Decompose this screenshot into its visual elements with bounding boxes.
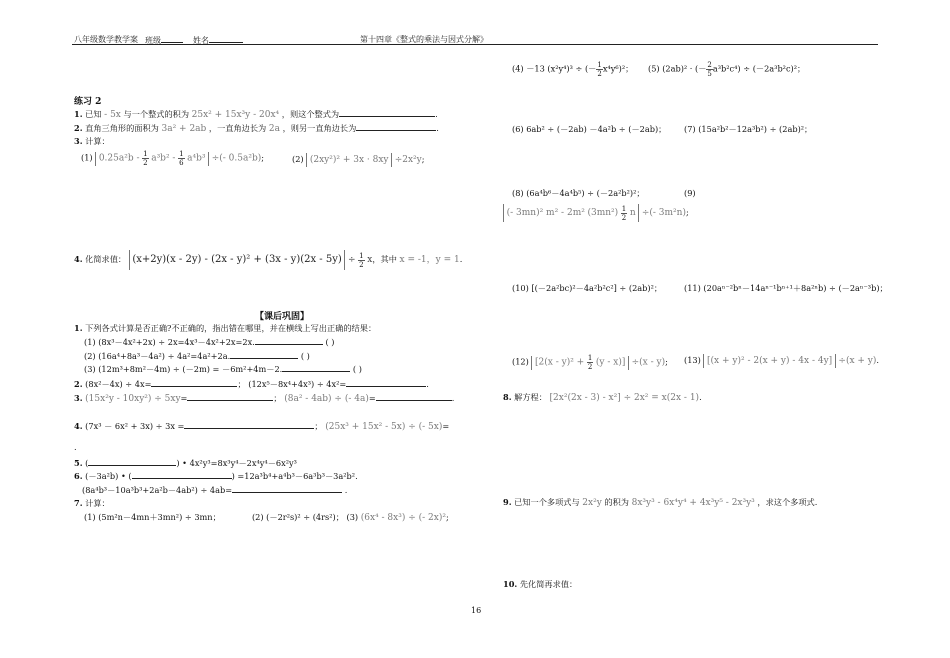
bracket-right xyxy=(391,153,392,167)
r1-1-judge[interactable]: ( ) xyxy=(325,337,335,347)
name-blank[interactable] xyxy=(209,34,243,43)
r4-a-blank[interactable] xyxy=(184,420,314,429)
review-1: 1. 下列各式计算是否正确?不正确的，指出错在哪里，并在横线上写出正确的结果： xyxy=(74,323,377,333)
right-q9-label: (9) xyxy=(684,188,696,198)
r1-2-blank[interactable] xyxy=(230,350,298,359)
q2-answer-blank[interactable] xyxy=(356,122,436,131)
header-rule xyxy=(72,44,878,45)
question-3-2: (2) (2xy²)² + 3x · 8xy ÷2x²y; xyxy=(292,154,425,165)
problem-9: 9. 已知一个多项式与 2x²y 的积为 8x³y³ - 6x⁴y⁴ + 4x³y⁵ - 2x³y³ ，求这个多项式. xyxy=(503,497,818,508)
question-4: 4. 化简求值： (x+2y)(x - 2y) - (2x - y)² + (3x - y)(2x - 5y) ÷ $\frac{1}{2}$ x，其中 x = -1，y = 1. xyxy=(74,251,463,269)
review-6-b: (8a⁴b³－10a³b³+2a²b－4ab²) ÷ 4ab= . xyxy=(82,485,348,495)
bracket-left xyxy=(531,356,532,370)
q2-math-b: 2a xyxy=(268,124,280,134)
right-q7: (7) (15a²b²－12a³b²) ÷ (2ab)²； xyxy=(684,124,813,134)
practice-title: 练习 2 xyxy=(74,97,102,107)
review-2: 2. (8x²－4x) ÷ 4x= ； (12x⁵－8x⁴+4x³) ÷ 4x²= . xyxy=(74,379,429,389)
right-q6: (6) 6ab² ÷ (－2ab) －4a²b ÷ (－2ab)； xyxy=(512,124,667,134)
bracket-right xyxy=(835,354,836,368)
r6-c-blank[interactable] xyxy=(232,484,342,493)
r2-a-blank[interactable] xyxy=(151,378,237,387)
review-6: 6. (－3a²b) • ( ) =12a³b⁴+a⁴b³－6a³b³－3a²b². xyxy=(74,471,358,481)
header-chapter: 第十四章《整式的乘法与因式分解》 xyxy=(360,35,488,44)
fraction: $\frac{1}{2}$ xyxy=(143,150,148,167)
review-7: 7. 计算： xyxy=(74,498,110,508)
fraction: $\frac{2}{5}$ xyxy=(707,61,712,78)
fraction: $\frac{1}{2}$ xyxy=(597,61,602,78)
question-3-1: (1) 0.25a²b - $\frac{1}{2} a^3b^2$ - $\frac{1}{6} a^4b^3$ ÷(- 0.5a²b); xyxy=(81,150,264,167)
q1-math-a: - 5x xyxy=(104,110,121,120)
right-q9: (- 3mn)² m² - 2m² (3mn²) $\frac{1}{2}$ n ÷(- 3m²n); xyxy=(503,204,689,222)
r3-b-blank[interactable] xyxy=(376,392,452,401)
bracket-right xyxy=(208,152,209,166)
review-4: 4. (7x³ － 6x² + 3x) ÷ 3x = ； (25x³ + 15x² - 5x) ÷ (- 5x)= xyxy=(74,421,450,432)
fraction: $\frac{1}{2}$ xyxy=(359,251,364,269)
review-5: 5. ( ) • 4x²y³=8x³y⁴－2x⁴y⁴－6x²y³ xyxy=(74,458,297,468)
r5-blank[interactable] xyxy=(88,457,176,466)
review-3: 3. (15x²y - 10xy²) ÷ 5xy= ； (8a² - 4ab) ÷ (- 4a)= . xyxy=(74,393,455,404)
q2-math-a: 3a² + 2ab xyxy=(161,124,207,134)
review-title: 【课后巩固】 xyxy=(255,312,310,322)
right-q13: (13) [(x + y)² - 2(x + y) - 4x - 4y] ÷(x + y). xyxy=(684,355,880,366)
bracket-left xyxy=(129,250,130,270)
r3-a-blank[interactable] xyxy=(187,392,273,401)
q1-math-b: 25x² + 15x³y - 20x⁴ xyxy=(191,110,280,120)
review-4-dot: . xyxy=(74,442,77,452)
right-q10: (10) [(－2a²bc)²－4a²b²c²] ÷ (2ab)²； xyxy=(512,283,663,293)
r1-3-judge[interactable]: ( ) xyxy=(352,364,362,374)
q1-answer-blank[interactable] xyxy=(339,108,435,117)
class-blank[interactable] xyxy=(161,34,183,43)
fraction: $\frac{1}{2}$ xyxy=(587,354,593,371)
bracket-left xyxy=(306,153,307,167)
r1-3-blank[interactable] xyxy=(282,363,350,372)
fraction: $\frac{1}{6}$ xyxy=(179,150,184,167)
problem-10: 10. 先化简再求值： xyxy=(503,579,578,589)
question-3: 3. 计算： xyxy=(74,136,110,146)
right-q5: (5) (2ab)² · (－ $\frac{2}{5}a^3b^2c^4) \div (-2a^3b^2c)^2$； xyxy=(648,61,806,78)
header-name-label: 姓名 xyxy=(193,34,243,46)
bracket-right xyxy=(628,356,629,370)
bracket-left xyxy=(703,354,704,368)
page-number: 16 xyxy=(471,606,482,615)
review-7-items: (1) (5m²n－4mn＋3mn²) ÷ 3mn； (2) (－2r²s)² ÷ (4rs²)； (3) (6x⁴ - 8x³) ÷ (- 2x)²; xyxy=(84,512,449,523)
problem-8: 8. 解方程： [2x²(2x - 3) - x²] ÷ 2x² = x(2x - 1). xyxy=(503,392,702,403)
question-2: 2. 直角三角形的面积为 3a² + 2ab ，一直角边长为 2a ，则另一直角边长为 . xyxy=(74,123,439,134)
question-1: 1. 已知 - 5x 与一个整式的积为 25x² + 15x³y - 20x⁴ ，则这个整式为 . xyxy=(74,109,438,120)
r6-a-blank[interactable] xyxy=(132,470,232,479)
review-1-2: (2) (16a⁴+8a³－4a²) ÷ 4a²=4a²+2a. ( ) xyxy=(84,351,310,361)
r1-1-blank[interactable] xyxy=(255,336,323,345)
fraction: $\frac{1}{2}$ xyxy=(621,204,627,222)
bracket-left xyxy=(95,152,96,166)
bracket-right xyxy=(638,204,639,222)
right-q8: (8) (6a⁴b⁶－4a⁴b⁵) ÷ (－2a²b²)²； xyxy=(512,188,645,198)
review-1-3: (3) (12m³+8m²－4m) ÷ (－2m) = －6m²+4m－2. ( ) xyxy=(84,364,362,374)
header-class-label: 班级 xyxy=(145,34,183,46)
bracket-right xyxy=(344,250,345,270)
bracket-left xyxy=(503,204,504,222)
right-q11: (11) (20aⁿ⁻²bⁿ－14aⁿ⁻¹bⁿ⁺¹＋8a²ⁿb) ÷ (－2aⁿ⁻³b)； xyxy=(684,283,888,293)
r2-b-blank[interactable] xyxy=(346,378,426,387)
r1-2-judge[interactable]: ( ) xyxy=(300,351,310,361)
header-course: 八年级数学教学案 xyxy=(74,35,138,44)
right-q4: (4) －13 (x²y⁴)³ ÷ (－ $\frac{1}{2}x^4y^6)^2$； xyxy=(512,61,634,78)
right-q12: (12) [2(x - y)² + $\frac{1}{2} (y - x)] \div(x - y)$; xyxy=(512,354,668,371)
review-1-1: (1) (8x³－4x²+2x) ÷ 2x=4x³－4x²+2x=2x. ( ) xyxy=(84,337,335,347)
